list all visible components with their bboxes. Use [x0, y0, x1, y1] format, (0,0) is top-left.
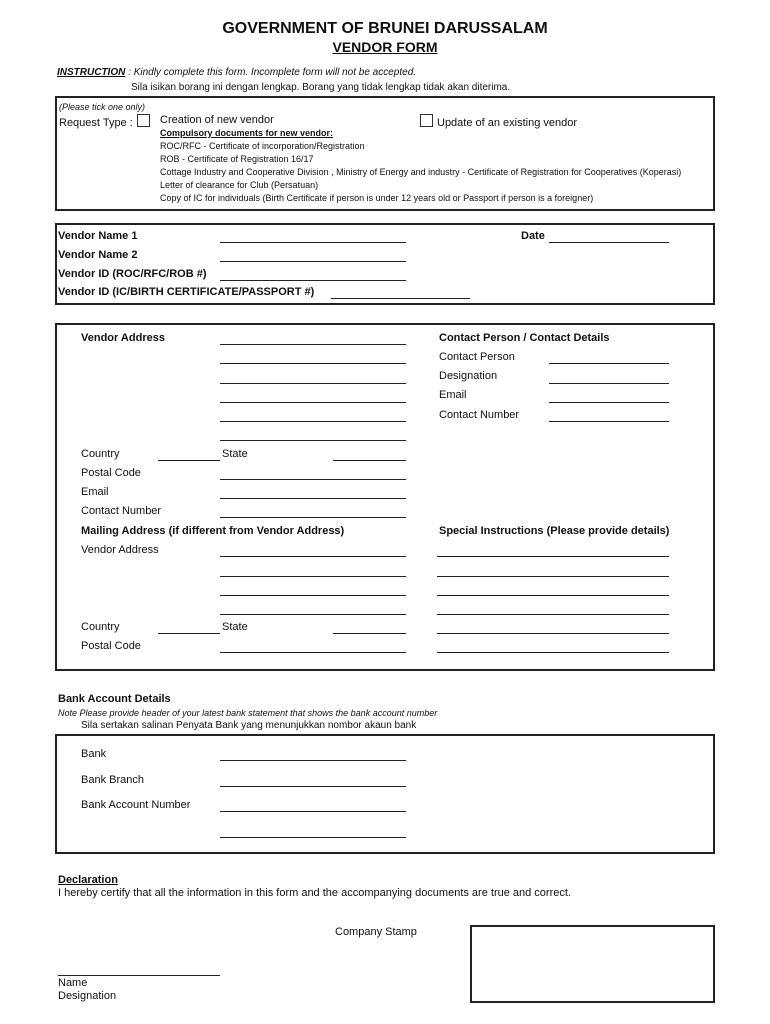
option-new-vendor: Creation of new vendor: [160, 114, 274, 126]
contact-details-heading: Contact Person / Contact Details: [439, 332, 610, 344]
vendor-name-2-field[interactable]: [220, 261, 406, 262]
bank-branch-label: Bank Branch: [81, 774, 144, 786]
doc-item: Letter of clearance for Club (Persatuan): [160, 180, 319, 190]
email-label: Email: [81, 486, 109, 498]
contact-number-field[interactable]: [220, 517, 406, 518]
doc-item: ROC/RFC - Certificate of incorporation/Registration: [160, 141, 365, 151]
bank-label: Bank: [81, 748, 107, 760]
bank-account-number-label: Bank Account Number: [81, 799, 191, 811]
address-box: [55, 323, 715, 671]
doc-item: Cottage Industry and Cooperative Division , Ministry of Energy and industry - Certificate of Registration for Cooperatives (Koperasi): [160, 167, 682, 177]
request-type-row: [59, 114, 154, 129]
vendor-address-line-1[interactable]: [220, 344, 406, 345]
mailing-country-field[interactable]: [158, 633, 220, 634]
update-vendor-checkbox[interactable]: [420, 114, 433, 127]
contact-number-right-label: Contact Number: [439, 409, 520, 421]
mailing-country-label: Country: [81, 621, 120, 633]
instruction-sep: :: [128, 67, 131, 78]
vendor-name-1-field[interactable]: [220, 242, 406, 243]
date-label: Date: [521, 230, 545, 242]
mailing-address-line-2[interactable]: [220, 576, 406, 577]
special-instructions-heading: Special Instructions (Please provide details): [439, 525, 670, 537]
country-field[interactable]: [158, 460, 220, 461]
bank-account-number-field[interactable]: [220, 811, 406, 812]
vendor-id-ic-field[interactable]: [331, 298, 470, 299]
instruction-english: Kindly complete this form. Incomplete form will not be accepted.: [133, 67, 417, 78]
special-instructions-line-2[interactable]: [437, 576, 669, 577]
special-instructions-line-6[interactable]: [437, 652, 669, 653]
vendor-id-roc-label: Vendor ID (ROC/RFC/ROB #): [58, 268, 207, 280]
state-field[interactable]: [333, 460, 406, 461]
special-instructions-line-4[interactable]: [437, 614, 669, 615]
designation-field[interactable]: [549, 383, 669, 384]
form-subtitle: VENDOR FORM: [332, 39, 438, 55]
date-field[interactable]: [549, 242, 669, 243]
declaration-text: I hereby certify that all the information in this form and the accompanying documents are true and correct.: [58, 887, 571, 899]
instruction-malay: Sila isikan borang ini dengan lengkap. Borang yang tidak lengkap tidak akan diterima.: [131, 82, 511, 93]
bank-branch-field[interactable]: [220, 786, 406, 787]
option-update-vendor: Update of an existing vendor: [437, 117, 578, 129]
bank-heading: Bank Account Details: [58, 693, 171, 705]
mailing-address-heading: Mailing Address (if different from Vendor Address): [81, 525, 345, 537]
instruction-label: INSTRUCTION: [57, 67, 126, 78]
special-instructions-line-3[interactable]: [437, 595, 669, 596]
contact-person-field[interactable]: [549, 363, 669, 364]
vendor-address-line-4[interactable]: [220, 402, 406, 403]
vendor-id-roc-field[interactable]: [220, 280, 406, 281]
mailing-postal-code-label: Postal Code: [81, 640, 141, 652]
vendor-address-line-2[interactable]: [220, 363, 406, 364]
bank-note-malay: Sila sertakan salinan Penyata Bank yang menunjukkan nombor akaun bank: [81, 720, 417, 731]
state-label: State: [222, 448, 248, 460]
email-field[interactable]: [220, 498, 406, 499]
update-vendor-row: [420, 114, 577, 129]
bank-box: [55, 734, 715, 854]
vendor-address-line-5[interactable]: [220, 421, 406, 422]
request-type-label: Request Type :: [59, 117, 133, 129]
contact-email-label: Email: [439, 389, 467, 401]
instruction-line: [57, 67, 416, 78]
vendor-name-1-label: Vendor Name 1: [58, 230, 138, 242]
doc-item: Copy of IC for individuals (Birth Certificate if person is under 12 years old or Passport if person is a foreigner): [160, 193, 594, 203]
contact-email-field[interactable]: [549, 402, 669, 403]
designation-label: Designation: [439, 370, 498, 382]
special-instructions-line-5[interactable]: [437, 633, 669, 634]
contact-person-label: Contact Person: [439, 351, 515, 363]
postal-code-label: Postal Code: [81, 467, 141, 479]
mailing-address-line-4[interactable]: [220, 614, 406, 615]
bank-note-english: Note Please provide header of your latest bank statement that shows the bank account number: [58, 708, 438, 718]
contact-number-label: Contact Number: [81, 505, 162, 517]
vendor-address-line-6[interactable]: [220, 440, 406, 441]
mailing-state-field[interactable]: [333, 633, 406, 634]
name-label: Name: [58, 977, 88, 989]
postal-code-field[interactable]: [220, 479, 406, 480]
mailing-postal-code-field[interactable]: [220, 652, 406, 653]
vendor-id-ic-label: Vendor ID (IC/BIRTH CERTIFICATE/PASSPORT #): [58, 286, 315, 298]
special-instructions-line-1[interactable]: [437, 556, 669, 557]
company-stamp-label: Company Stamp: [335, 926, 417, 938]
vendor-address-label: Vendor Address: [81, 332, 165, 344]
new-vendor-checkbox[interactable]: [137, 114, 150, 127]
vendor-name-2-label: Vendor Name 2: [58, 249, 138, 261]
bank-field[interactable]: [220, 760, 406, 761]
mailing-vendor-address-label: Vendor Address: [81, 544, 159, 556]
signature-line[interactable]: [58, 975, 220, 976]
doc-item: ROB - Certificate of Registration 16/17: [160, 154, 314, 164]
contact-number-right-field[interactable]: [549, 421, 669, 422]
docs-heading: Compulsory documents for new vendor:: [160, 128, 334, 138]
tick-note: (Please tick one only): [59, 102, 146, 112]
bank-extra-field[interactable]: [220, 837, 406, 838]
designation-signature-label: Designation: [58, 990, 117, 1002]
form-title: GOVERNMENT OF BRUNEI DARUSSALAM: [222, 20, 548, 37]
vendor-address-line-3[interactable]: [220, 383, 406, 384]
mailing-address-line-1[interactable]: [220, 556, 406, 557]
mailing-state-label: State: [222, 621, 248, 633]
declaration-heading: Declaration: [58, 874, 118, 886]
country-label: Country: [81, 448, 120, 460]
mailing-address-line-3[interactable]: [220, 595, 406, 596]
company-stamp-box[interactable]: [470, 925, 715, 1003]
